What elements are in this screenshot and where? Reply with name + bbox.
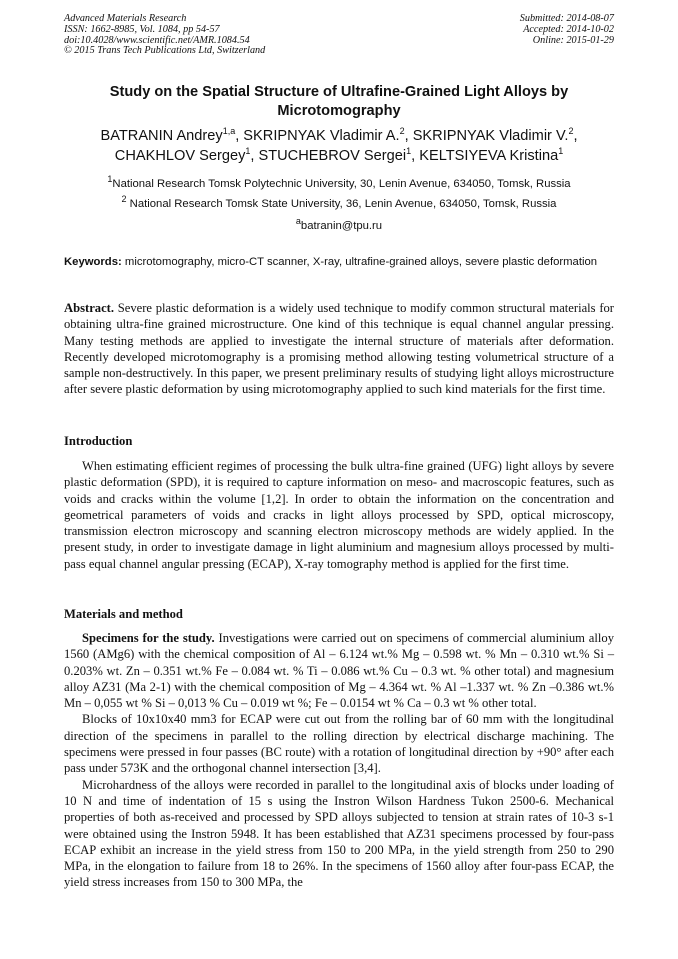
author-name: , STUCHEBROV Sergei — [250, 148, 407, 164]
online-date: Online: 2015-01-29 — [532, 34, 614, 46]
email-mark: a — [295, 216, 301, 227]
affiliation-text: National Research Tomsk Polytechnic University, 30, Lenin Avenue, 634050, Tomsk, Russia — [112, 178, 571, 190]
author-list — [64, 126, 614, 166]
paragraph: When estimating efficient regimes of processing the bulk ultra-fine grained (UFG) light alloys by severe plastic deformation (SPD), it is required to capture information on meso- and macroscopic features, such as voids and cracks within the volume [1,2]. In order to obtain the information on the concentration and geometrical parameters of voids and cracks in light alloys processed by SPD, optical microscopy, transmission electron microscopy and scanning electron microscopy methods are widely applied. In the present study, in order to investigate damage in light aluminium and magnesium alloys processed by multi-pass equal channel angular pressing (ECAP), X-ray tomography method is applied for the first time. — [64, 459, 614, 571]
section-heading-materials: Materials and method — [64, 607, 183, 621]
paragraph-text: Investigations were carried out on specimens of commercial aluminium alloy 1560 (AMg6) with the chemical composition of Al – 6.124 wt.% Mg – 0.598 wt. % Mn – 0.310 wt.% Si – 0.203% wt. Zn – 0.351 wt.% Fe – 0.084 wt. % Ti – 0.086 wt.% Cu – 0.3 wt. % other total) and magnesium alloy AZ31 (Ma 2-1) with the chemical composition of Mg – 4.364 wt. % Al –1.337 wt. % Zn –0.386 wt.% Mn – 0,055 wt % Si – 0,013 % Cu – 0.019 wt %; Fe – 0.0154 wt % Ca – 0.3 wt % other total. — [64, 631, 614, 711]
author-affiliation-mark: 1 — [245, 146, 251, 157]
abstract-label: Abstract. — [64, 301, 115, 315]
journal-name: Advanced Materials Research — [64, 13, 187, 24]
author-name: , KELTSIYEVA Kristina — [411, 148, 559, 164]
abstract-text: Severe plastic deformation is a widely used technique to modify common structural materials for obtaining ultra-fine grained microstructure. One kind of this technique is equal channel angular pressing. Many testing methods are applied to investigate the internal structure of materials after deformation. Recently developed microtomography is a promising method allowing testing volumetrical structure of a sample non-destructively. In this paper, we present preliminary results of studying light alloys microstructure after severe plastic deformation by using microtomography applied to such kind materials for the first time. — [64, 301, 614, 397]
author-affiliation-mark: 1 — [406, 146, 412, 157]
journal-doi[interactable]: doi:10.4028/www.scientific.net/AMR.1084.54 — [64, 34, 250, 46]
author-affiliation-mark: 1 — [558, 146, 564, 157]
affiliation-mark: 1 — [107, 174, 113, 185]
author-name: , CHAKHLOV Sergey — [114, 128, 578, 164]
accepted-date: Accepted: 2014-10-02 — [523, 23, 614, 35]
author-affiliation-mark: 1,a — [222, 126, 236, 137]
affiliation-text: National Research Tomsk State University, 36, Lenin Avenue, 634050, Tomsk, Russia — [126, 198, 557, 210]
section-heading-introduction: Introduction — [64, 434, 133, 448]
paragraph — [64, 630, 614, 711]
abstract — [64, 300, 614, 398]
dates-header — [520, 14, 614, 46]
author-affiliation-mark: 2 — [568, 126, 574, 137]
paper-title: Study on the Spatial Structure of Ultrafine-Grained Light Alloys by Microtomography — [109, 84, 569, 119]
subsection-label: Specimens for the study. — [82, 631, 215, 645]
author-affiliation-mark: 2 — [399, 126, 405, 137]
affiliation-mark: 2 — [121, 194, 127, 205]
affiliation-2 — [64, 194, 614, 211]
journal-issn: ISSN: 1662-8985, Vol. 1084, pp 54-57 — [64, 23, 220, 35]
materials-section — [64, 630, 614, 891]
email-address[interactable]: batranin@tpu.ru — [300, 220, 383, 232]
submitted-date: Submitted: 2014-08-07 — [519, 13, 614, 24]
keywords-text: microtomography, micro-CT scanner, X-ray, ultrafine-grained alloys, severe plastic deformation — [121, 256, 598, 268]
copyright: © 2015 Trans Tech Publications Ltd, Switzerland — [64, 45, 266, 57]
journal-header — [64, 14, 265, 57]
paragraph: Microhardness of the alloys were recorded in parallel to the longitudinal axis of blocks under loading of 10 N and time of indentation of 15 s using the Instron Wilson Hardness Tukon 2500-6. Mechanical properties of both as-received and processed by SPD alloys subjected to tension at strain rates of 10-3 s-1 were obtained using the Instron 5948. It has been established that AZ31 specimens processed by four-pass ECAP exhibit an increase in the yield stress from 150 to 200 MPa, in the yield strength from 250 to 290 MPa, in the elongation to failure from 18 to 26%. In the specimens of 1560 alloy after four-pass ECAP, the yield stress increases from 150 to 300 MPa, the — [64, 777, 614, 890]
affiliation-1 — [64, 174, 614, 191]
keywords — [64, 255, 614, 269]
contact-email — [64, 216, 614, 233]
author-name: BATRANIN Andrey — [100, 128, 223, 144]
author-name: , SKRIPNYAK Vladimir V. — [404, 128, 569, 144]
author-name: , SKRIPNYAK Vladimir A. — [235, 128, 400, 144]
keywords-label: Keywords: — [64, 256, 122, 268]
paragraph: Blocks of 10x10x40 mm3 for ECAP were cut out from the rolling bar of 60 mm with the longitudinal direction of the specimens in parallel to the rolling direction by electrical discharge machining. The specimens were pressed in four passes (BC route) with a rotation of longitudinal direction by +90° after each pass under 573K and the orthogonal channel intersection [3,4]. — [64, 712, 614, 776]
introduction-section — [64, 458, 614, 572]
